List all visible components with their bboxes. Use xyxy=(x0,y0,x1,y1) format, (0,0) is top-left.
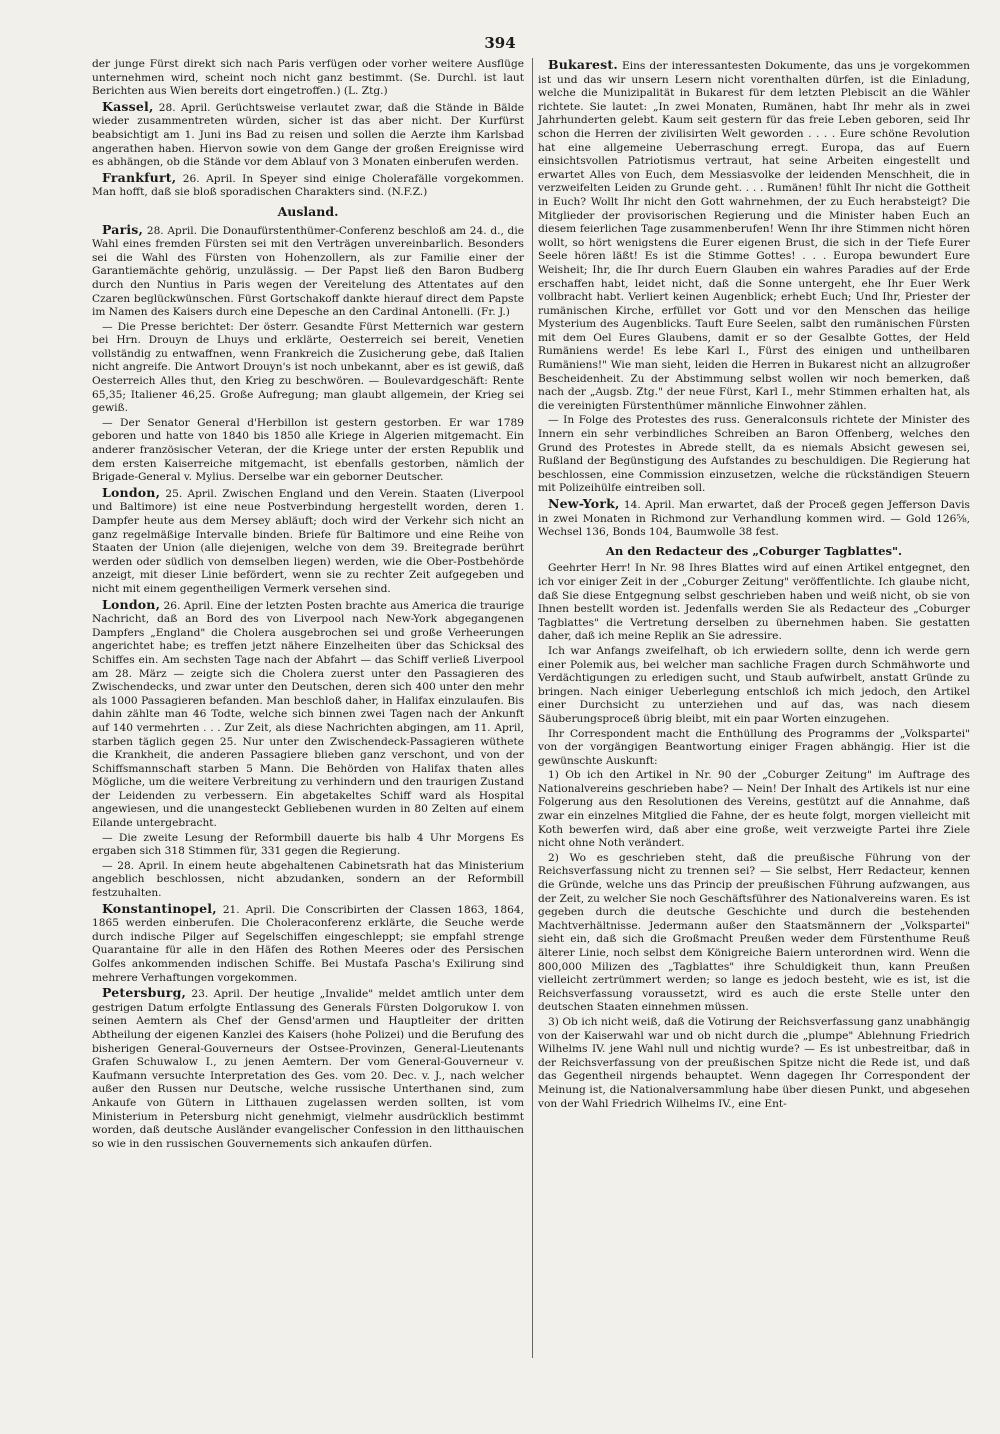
article-paragraph xyxy=(92,321,524,416)
article-text: der junge Fürst direkt sich nach Paris verfügen oder vorher weitere Ausflüge unternehmen wird, scheint noch nicht ganz bestimmt. (Se. Durchl. ist laut Berichten aus Wien bereits dort eingetroffen.) (L. Ztg.) xyxy=(92,58,524,98)
article-paragraph xyxy=(538,1016,970,1111)
article-paragraph xyxy=(538,497,970,540)
dateline: Bukarest. xyxy=(548,57,618,72)
dateline: New-York, xyxy=(548,496,620,511)
article-text: 26. April. Eine der letzten Posten brachte aus America die traurige Nachricht, daß an Bord des von Liverpool nach New-York abgegangenen Dampfers „England" die Cholera ausgebrochen sei und große Verheerungen angerichtet habe; es treffen jetzt nähere Einzelheiten über das Schicksal des Schiffes ein. Am sechsten Tage nach der Abfahrt — das Schiff verließ Liverpool am 28. März — zeigte sich die Cholera zuerst unter den Passagieren des Zwischendecks, und zwar unter den Deutschen, deren sich 400 unter den mehr als 1000 Passagieren befanden. Man beschloß daher, in Halifax einzulaufen. Bis dahin zählte man 46 Todte, welche sich binnen zwei Tagen nach der Ankunft auf 140 vermehrten . . . Zur Zeit, als diese Nachrichten abgingen, am 11. April, starben täglich gegen 25. Nur unter den Zwischendeck-Passagieren wüthete die Krankheit, die anderen Passagiere blieben ganz verschont, und von der Schiffsmannschaft starben 5 Mann. Die Behörden von Halifax thaten alles Mögliche, um die weitere Verbreitung zu verhindern und den traurigen Zustand der Leidenden zu verbessern. Ein abgetakeltes Schiff ward als Hospital angewiesen, und die unangesteckt Gebliebenen wurden in 80 Zelten auf einem Eilande untergebracht. xyxy=(92,599,524,830)
article-text: 1) Ob ich den Artikel in Nr. 90 der „Coburger Zeitung" im Auftrage des Nationalvereins geschrieben habe? — Nein! Der Inhalt des Artikels ist nur eine Folgerung aus den Resolutionen des Vereins, gestützt auf die Annahme, daß zwar ein einzelnes Mitglied die Fahne, der es heute folgt, morgen vielleicht mit Koth bewerfen wird, daß aber eine große, weit verzweigte Partei ihre Ziele nicht ohne Noth verändert. xyxy=(538,769,970,850)
dateline: London, xyxy=(102,484,161,500)
article-text: Eins der interessantesten Dokumente, das uns je vorgekommen ist und das wir unsern Lesern nicht vorenthalten dürfen, ist die Einladung, welche die Munizipalität in Bukarest für dem letzten Plebiscit an die Wähler richtete. Sie lautet: „In zwei Monaten, Rumänen, habt Ihr mehr als in zwei Jahrhunderten gelebt. Kaum seit gestern für das freie Leben geboren, seid Ihr schon die Herren der zivilisirten Welt geworden . . . . Eure schöne Revolution hat eine allgemeine Ueberraschung erregt. Europa, das auf Euern einsichtsvollen Patriotismus vertraut, hat seine Arbeiten eingestellt und erwartet Alles von Euch, dem Messiasvolke der leidenden Menschheit, die in verzweifelten Leiden zu Grunde geht. . . . Rumänen! fühlt Ihr nicht die Gottheit in Euch? Wollt Ihr nicht den Gott wahrnehmen, der zu Euch herabsteigt? Die Mitglieder der provisorischen Regierung und die Minister haben Euch an diesem feierlichen Tage zusammenberufen! Wenn Ihr ihre Stimmen nicht hören wollt, so hört wenigstens die Eurer eigenen Brust, die sich in der Tiefe Eurer Seele hören läßt! Es ist die Stimme Gottes! . . . Europa bewundert Eure Weisheit; Ihr, die Ihr durch Euern Glauben ein wahres Paradies auf der Erde erschaffen habt, leidet nicht, daß die Sonne untergeht, ehe Ihr Euer Werk vollbracht habt. Verliert keinen Augenblick; erhebt Euch; Und Ihr, Priester der rumänischen Kirche, erfüllet vor Gott und vor den Menschen das heilige Mysterium des Augenblicks. Tauft Eure Seelen, salbt den rumänischen Fürsten mit dem Oel Eures Glaubens, damit er so der Gesalbte Gottes, der Held Rumäniens werde! Es lebe Karl I., Fürst des einigen und untheilbaren Rumäniens!" Wie man sieht, leiden die Herren in Bukarest nicht an allzugroßer Bescheidenheit. Zu der Abstimmung selbst wollen wir noch bemerken, daß nach der „Augsb. Ztg." der neue Fürst, Karl I., mehr Stimmen erhalten hat, als die vereinigten Fürstenthümer männliche Einwohner zählen. xyxy=(538,60,970,412)
dateline: Konstantinopel, xyxy=(102,900,217,916)
article-text: — 28. April. In einem heute abgehaltenen Cabinetsrath hat das Ministerium angeblich beschlossen, nicht abzudanken, sondern an der Reformbill festzuhalten. xyxy=(92,859,524,900)
article-paragraph xyxy=(92,223,524,320)
article-paragraph xyxy=(92,860,524,901)
foreign-news xyxy=(92,223,524,1152)
article-paragraph xyxy=(92,902,524,986)
article-paragraph xyxy=(538,562,970,644)
right-news xyxy=(538,58,970,540)
dateline: Kassel, xyxy=(102,98,154,114)
left-column xyxy=(92,58,524,1152)
letter-heading: An den Redacteur des „Coburger Tagblattes". xyxy=(605,543,903,558)
article-paragraph xyxy=(538,769,970,851)
article-paragraph xyxy=(92,832,524,859)
article-paragraph xyxy=(92,598,524,831)
article-text: 28. April. Die Donaufürstenthümer-Conferenz beschloß am 24. d., die Wahl eines fremden Fürsten sei mit den Verträgen unvereinbarlich. Besonders sei die Wahl des Fürsten von Hohenzollern, als zur Familie einer der Garantiemächte gehörig, unzulässig. — Der Papst ließ den Baron Budberg durch den Nuntius in Paris wegen der Vereitelung des Attentates auf den Czaren beglückwünschen. Fürst Gortschakoff dankte hierauf direct dem Papste im Namen des Kaisers durch eine Depesche an den Cardinal Antonelli. (Fr. J.) xyxy=(92,224,524,319)
article-paragraph xyxy=(538,645,970,727)
article-text: 26. April. In Speyer sind einige Cholerafälle vorgekommen. Man hofft, daß sie bloß sporadischen Charakters sind. (N.F.Z.) xyxy=(92,172,524,199)
article-text: — Die zweite Lesung der Reformbill dauerte bis halb 4 Uhr Morgens Es ergaben sich 318 Stimmen für, 331 gegen die Regierung. xyxy=(92,831,524,858)
article-text: 2) Wo es geschrieben steht, daß die preußische Führung von der Reichsverfassung nicht zu trennen sei? — Sie selbst, Herr Redacteur, kennen die Gründe, welche uns das Princip der preußischen Führung aufzwangen, aus der Zeit, zu welcher Sie noch Geschäftsführer des Nationalvereins waren. Es ist gegeben durch die deutsche Geschichte und durch die bestehenden Machtverhältnisse. Jedermann außer den Staatsmännern der „Volkspartei" sieht ein, daß sich die Großmacht Preußen weder dem Fürstenthume Reuß älterer Linie, noch selbst dem Königreiche Baiern unterordnen wird. Wenn die 800,000 Milizen des „Tagblattes" ihre Schuldigkeit thun, kann Preußen vielleicht zertrümmert werden; so lange es jedoch besteht, wie es ist, ist die Reichsverfassung voraussetzt, wird es auch die erste Stelle unter den deutschen Staaten einnehmen müssen. xyxy=(538,851,970,1014)
article-paragraph xyxy=(92,100,524,170)
article-paragraph xyxy=(538,728,970,769)
article-text: — Der Senator General d'Herbillon ist gestern gestorben. Er war 1789 geboren und hatte von 1840 bis 1850 alle Kriege in Algerien mitgemacht. Ein anderer französischer Veteran, der die Kriege unter der ersten Republik und dem ersten Kaiserreiche mitgemacht, ist ebenfalls gestorben, nämlich der Brigade-General v. Mylius. Derselbe war ein geborner Deutscher. xyxy=(92,416,524,484)
article-text: 14. April. Man erwartet, daß der Proceß gegen Jefferson Davis in zwei Monaten in Richmond zur Verhandlung kommen wird. — Gold 126⅝, Wechsel 136, Bonds 104, Baumwolle 38 fest. xyxy=(538,499,970,539)
article-paragraph xyxy=(92,171,524,200)
article-paragraph xyxy=(538,414,970,496)
article-text: 25. April. Zwischen England und den Verein. Staaten (Liverpool und Baltimore) ist eine neue Postverbindung hergestellt worden, deren 1. Dampfer heute aus dem Mersey abläuft; doch wird der Verkehr sich nicht an ganz regelmäßige Intervalle binden. Briefe für Baltimore und eine Reihe von Staaten der Union (alle diejenigen, welche von dem 39. Breitegrade berührt werden oder südlich von demselben liegen) werden, wie die Ober-Postbehörde anzeigt, mit dieser Linie befördert, wenn sie zu rechter Zeit aufgegeben und nicht mit einem gegentheiligen Vermerk versehen sind. xyxy=(92,487,524,595)
article-text: 21. April. Die Conscribirten der Classen 1863, 1864, 1865 werden einberufen. Die Choleraconferenz erklärte, die Seuche werde durch indische Pilger auf Segelschiffen eingeschleppt; sie empfahl strenge Quarantaine für alle in den Häfen des Rothen Meeres oder des Persischen Golfes ankommenden indischen Schiffe. Bei Mustafa Pascha's Exilirung sind mehrere Verhaftungen vorgekommen. xyxy=(92,903,524,984)
article-text: Ich war Anfangs zweifelhaft, ob ich erwiedern sollte, denn ich werde gern einer Polemik aus, bei welcher man sachliche Fragen durch Schmähworte und Verdächtigungen zu erledigen sucht, und Staub aufwirbelt, anstatt Gründe zu bringen. Nach einiger Ueberlegung entschloß ich mich jedoch, den Artikel einer Durchsicht zu unterziehen und auf das, was nach diesem Säuberungsproceß übrig bleibt, mit ein paar Worten einzugehen. xyxy=(538,644,970,725)
article-text: Geehrter Herr! In Nr. 98 Ihres Blattes wird auf einen Artikel entgegnet, den ich vor einiger Zeit in der „Coburger Zeitung" veröffentlichte. Ich glaube nicht, daß Sie diese Entgegnung selbst geschrieben haben und weiß nicht, ob sie von Ihnen bestellt worden ist. Jedenfalls werden Sie als Redacteur des „Coburger Tagblattes" die Vertretung derselben zu übernehmen haben. Sie gestatten daher, daß ich meine Replik an Sie adressire. xyxy=(538,562,970,643)
dateline: Petersburg, xyxy=(102,985,187,1001)
article-paragraph xyxy=(92,986,524,1151)
domestic-news xyxy=(92,58,524,200)
dateline: Paris, xyxy=(102,221,144,237)
article-text: 3) Ob ich nicht weiß, daß die Votirung der Reichsverfassung ganz unabhängig von der Kaiserwahl war und ob nicht durch die „plumpe" Ablehnung Friedrich Wilhelms IV. jene Wahl null und nichtig wurde? — Es ist unbestreitbar, daß in der Reichsverfassung von der preußischen Spitze nicht die Rede ist, und daß das Gegentheil nirgends behauptet. Wenn dagegen Ihr Correspondent der Meinung ist, die Nationalversammlung habe über diesen Punkt, und abgesehen von der Wahl Friedrich Wilhelms IV., eine Ent- xyxy=(538,1015,970,1110)
dateline: London, xyxy=(102,596,161,612)
article-paragraph xyxy=(538,852,970,1015)
article-paragraph xyxy=(92,58,524,99)
article-text: Ihr Correspondent macht die Enthüllung des Programms der „Volkspartei" von der vorgängigen Beantwortung einiger Fragen abhängig. Hier ist die gewünschte Auskunft: xyxy=(538,727,970,767)
article-text: 28. April. Gerüchtsweise verlautet zwar, daß die Stände in Bälde wieder zusammentreten würden, sicher ist das aber nicht. Der Kurfürst beabsichtigt am 1. Juni ins Bad zu reisen und sollen die Aerzte ihm Karlsbad angerathen haben. Hiervon sowie von dem Gange der großen Ereignisse wird es abhängen, ob die Stände vor dem Ablauf von 3 Monaten einberufen werden. xyxy=(92,101,524,169)
section-heading-ausland: Ausland. xyxy=(277,203,339,219)
column-divider xyxy=(532,58,533,1358)
letter-to-editor xyxy=(538,562,970,1111)
article-text: — Die Presse berichtet: Der österr. Gesandte Fürst Metternich war gestern bei Hrn. Drouyn de Lhuys und erklärte, Oesterreich sei bereit, Venetien vollständig zu entwaffnen, wenn Frankreich die Zusicherung gebe, daß Italien nicht angreife. Die Antwort Drouyn's ist noch unbekannt, aber es ist gewiß, daß Oesterreich Alles thut, den Krieg zu beschwören. — Boulevardgeschäft: Rente 65,35; Italiener 46,25. Große Aufregung; man glaubt allgemein, der Krieg sei gewiß. xyxy=(92,320,524,415)
article-text: 23. April. Der heutige „Invalide" meldet amtlich unter dem gestrigen Datum erfolgte Entlassung des Generals Fürsten Dolgorukow I. von seinen Aemtern als Chef der Gensd'armen und Hauptleiter der dritten Abtheilung der eigenen Kanzlei des Kaisers (hohe Polizei) und die Berufung des bisherigen General-Gouverneurs der Ostsee-Provinzen, General-Lieutenants Grafen Schuwalow I., zu jenen Aemtern. Der vom General-Gouverneur v. Kaufmann versuchte Interpretation des Ges. vom 20. Dec. v. J., nach welcher außer den Russen nur Deutsche, welche russische Unterthanen sind, zum Ankaufe von Gütern in Litthauen zugelassen werden sollten, ist vom Ministerium in Petersburg nicht genehmigt, vielmehr ausdrücklich bestimmt worden, daß deutsche Ausländer evangelischer Confession in den litthauischen so wie in den russischen Gouvernements sich ankaufen dürfen. xyxy=(92,988,524,1150)
article-paragraph xyxy=(538,58,970,413)
article-paragraph xyxy=(92,417,524,485)
right-column xyxy=(538,58,970,1112)
article-paragraph xyxy=(92,486,524,597)
article-text: — In Folge des Protestes des russ. Generalconsuls richtete der Minister des Innern ein sehr verbindliches Schreiben an Baron Offenberg, welches den Grund des Protestes in Abrede stellt, da es niemals Absicht gewesen sei, Rußland der Begünstigung des Aufstandes zu beschuldigen. Die Regierung hat beschlossen, eine Commission einzusetzen, welche die rückständigen Steuern mit Polizeihülfe eintreiben soll. xyxy=(538,414,970,495)
page-number: 394 xyxy=(484,34,516,52)
dateline: Frankfurt, xyxy=(102,169,177,185)
